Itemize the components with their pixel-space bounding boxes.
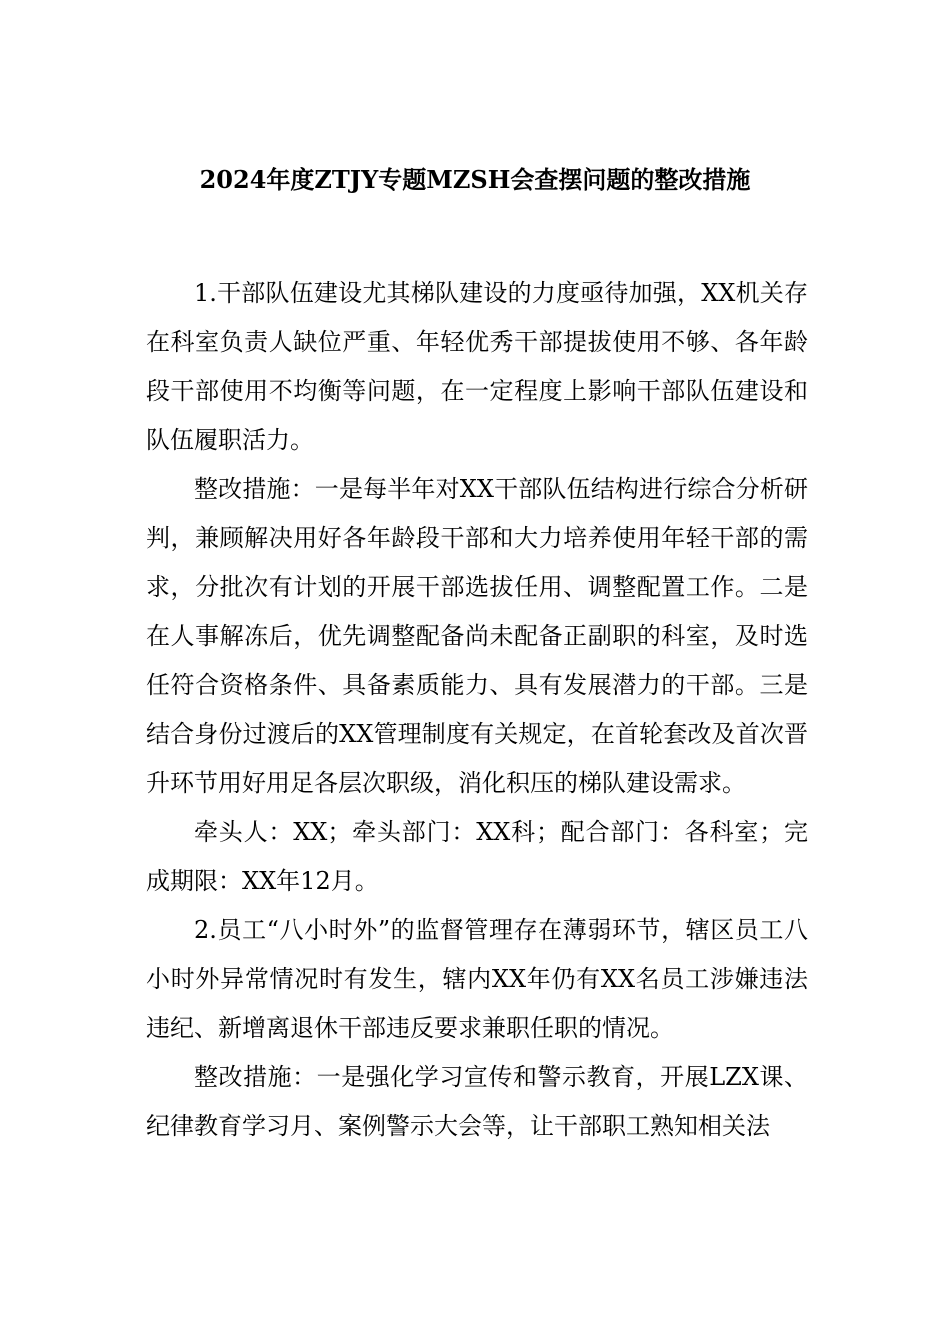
paragraph-issue-2: 2.员工“八小时外”的监督管理存在薄弱环节，辖区员工八小时外异常情况时有发生，辖内XX年仍有XX名员工涉嫌违法违纪、新增离退休干部违反要求兼职任职的情况。 [146, 916, 808, 1042]
paragraph-issue-1: 1.干部队伍建设尤其梯队建设的力度亟待加强，XX机关存在科室负责人缺位严重、年轻优秀干部提拔使用不够、各年龄段干部使用不均衡等问题，在一定程度上影响干部队伍建设和队伍履职活力。 [146, 279, 808, 454]
paragraph-responsibility-1: 牵头人：XX；牵头部门：XX科；配合部门：各科室；完成期限：XX年12月。 [146, 818, 808, 895]
document-body [146, 269, 808, 1151]
paragraph-measures-1: 整改措施：一是每半年对XX干部队伍结构进行综合分析研判，兼顾解决用好各年龄段干部和大力培养使用年轻干部的需求，分批次有计划的开展干部选拔任用、调整配置工作。二是在人事解冻后，优先调整配备尚未配备正副职的科室，及时选任符合资格条件、具备素质能力、具有发展潜力的干部。三是结合身份过渡后的XX管理制度有关规定，在首轮套改及首次晋升环节用好用足各层次职级，消化积压的梯队建设需求。 [146, 475, 808, 797]
document-title: 2024年度ZTJY专题MZSH会查摆问题的整改措施 [199, 165, 751, 194]
paragraph-measures-2: 整改措施：一是强化学习宣传和警示教育，开展LZX课、纪律教育学习月、案例警示大会等，让干部职工熟知相关法 [146, 1063, 808, 1140]
